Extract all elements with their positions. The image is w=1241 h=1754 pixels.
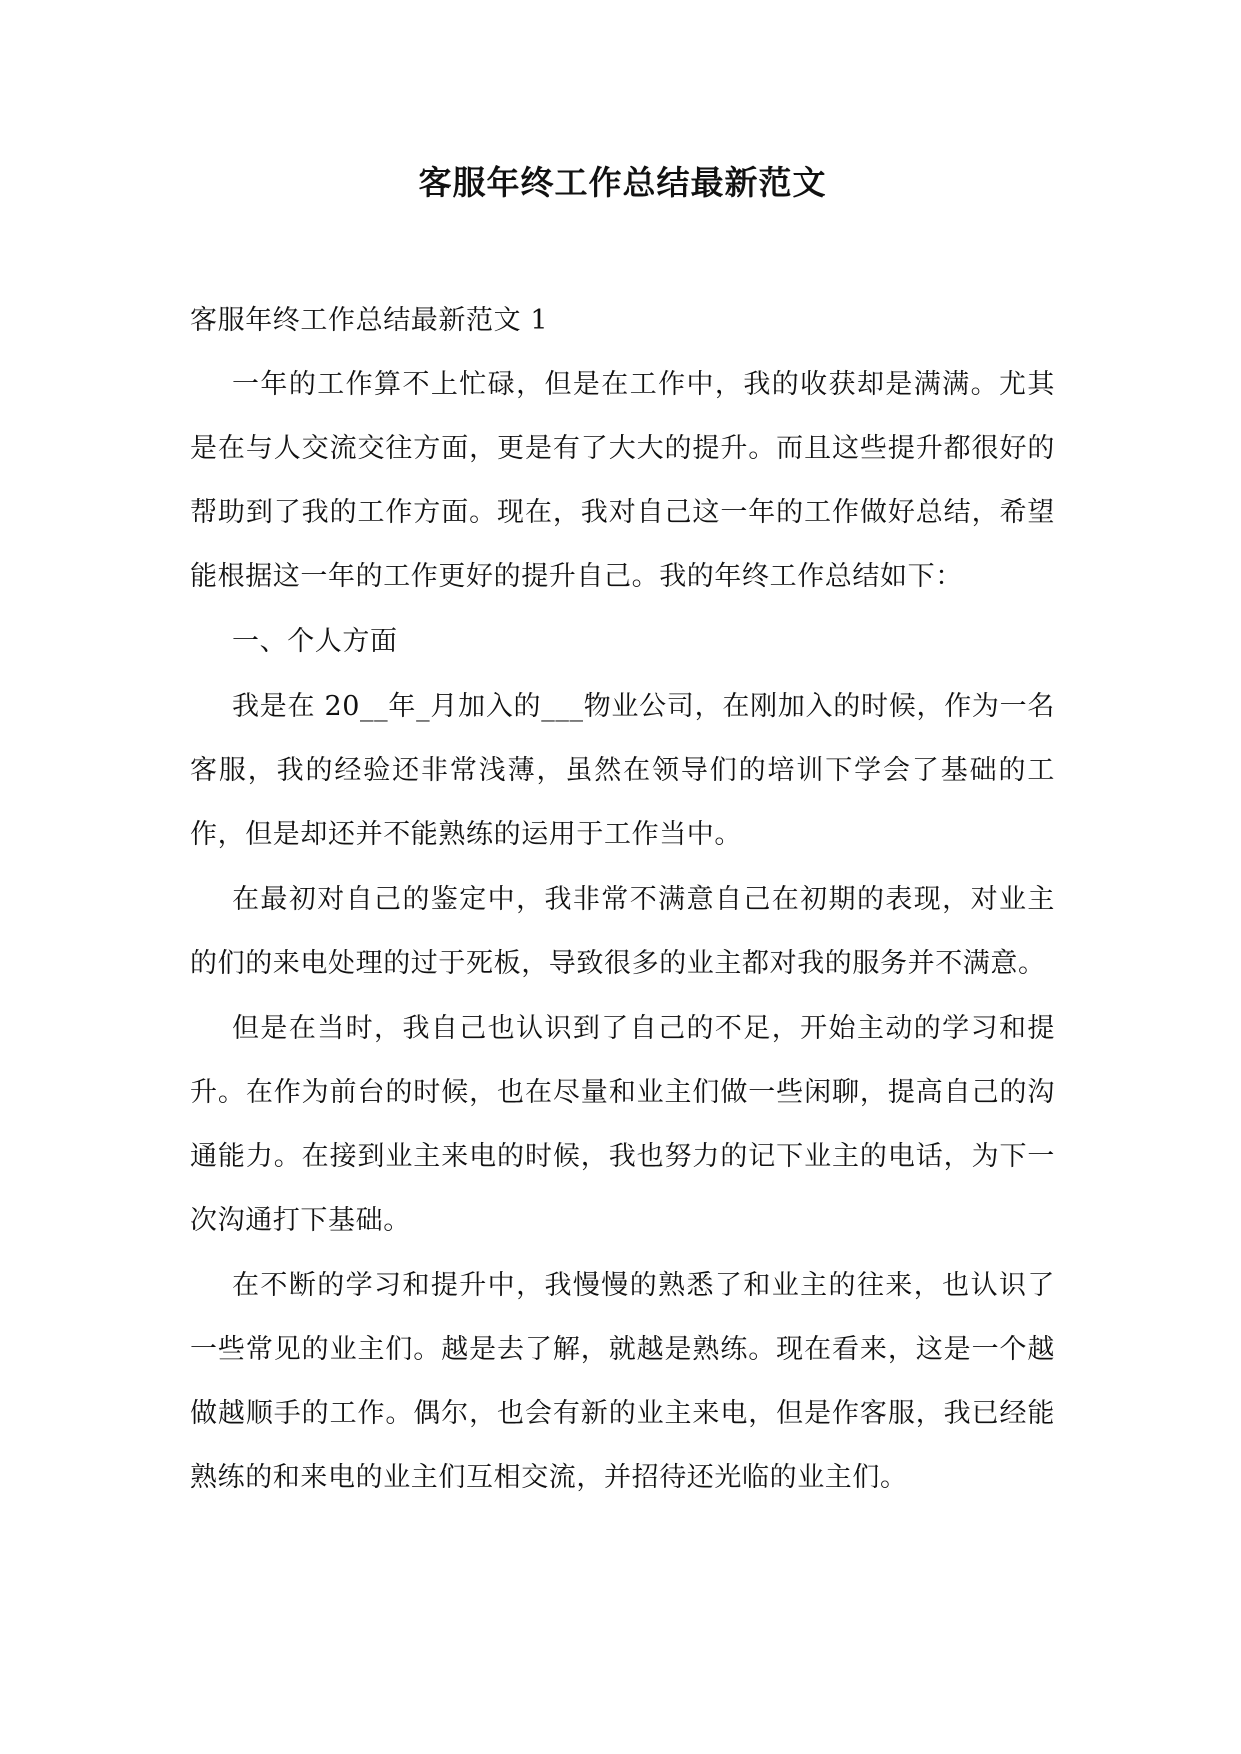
document-page [190, 0, 1055, 1754]
subsection-heading: 一、个人方面 [232, 626, 398, 657]
section-heading: 客服年终工作总结最新范文 1 [190, 305, 549, 336]
document-title: 客服年终工作总结最新范文 [418, 163, 827, 202]
paragraph: 在不断的学习和提升中，我慢慢的熟悉了和业主的往来，也认识了一些常见的业主们。越是去了解，就越是熟练。现在看来，这是一个越做越顺手的工作。偶尔，也会有新的业主来电，但是作客服，我已经能熟练的和来电的业主们互相交流，并招待还光临的业主们。 [190, 1270, 1055, 1493]
paragraph: 但是在当时，我自己也认识到了自己的不足，开始主动的学习和提升。在作为前台的时候，也在尽量和业主们做一些闲聊，提高自己的沟通能力。在接到业主来电的时候，我也努力的记下业主的电话，为下一次沟通打下基础。 [190, 1013, 1055, 1236]
paragraph: 我是在 20__年_月加入的___物业公司，在刚加入的时候，作为一名客服，我的经验还非常浅薄，虽然在领导们的培训下学会了基础的工作，但是却还并不能熟练的运用于工作当中。 [190, 691, 1055, 850]
document-body [190, 289, 1055, 1511]
paragraph: 在最初对自己的鉴定中，我非常不满意自己在初期的表现，对业主的们的来电处理的过于死板，导致很多的业主都对我的服务并不满意。 [190, 884, 1055, 979]
paragraph: 一年的工作算不上忙碌，但是在工作中，我的收获却是满满。尤其是在与人交流交往方面，更是有了大大的提升。而且这些提升都很好的帮助到了我的工作方面。现在，我对自己这一年的工作做好总结，希望能根据这一年的工作更好的提升自己。我的年终工作总结如下： [190, 369, 1055, 592]
